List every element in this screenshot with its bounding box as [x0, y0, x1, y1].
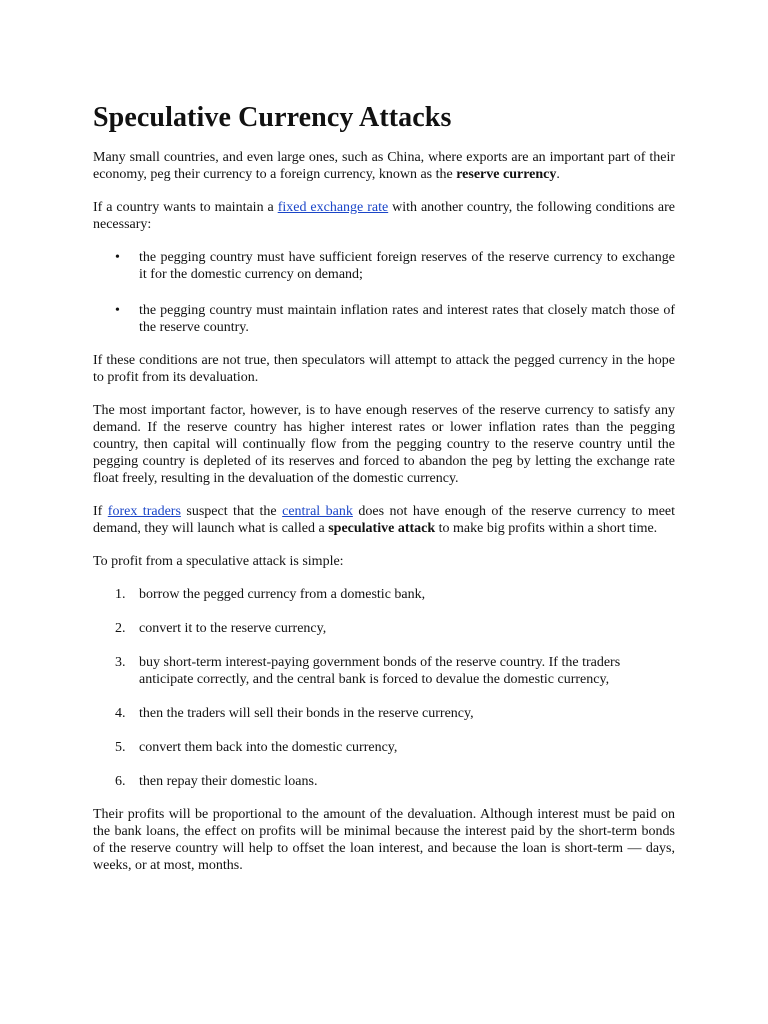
intro-text: Many small countries, and even large ones, such as China, where exports are an important part of their economy, peg their currency to a foreign currency, known as the: [93, 150, 675, 182]
step-text: buy short-term interest-paying government bonds of the reserve country. If the traders anticipate correctly, and the central bank is forced to devalue the domestic currency,: [139, 655, 621, 687]
step-number: 2.: [115, 621, 126, 636]
step-text: convert it to the reserve currency,: [139, 621, 327, 636]
step-text: then repay their domestic loans.: [139, 774, 318, 789]
profit-intro-paragraph: To profit from a speculative attack is simple:: [93, 554, 344, 569]
intro-text-end: .: [556, 167, 560, 182]
reserve-currency-term: reserve currency: [456, 167, 557, 182]
step-number: 6.: [115, 774, 126, 789]
forex-paragraph: [93, 503, 675, 537]
list-item: [93, 773, 675, 790]
speculative-attack-term: speculative attack: [328, 521, 436, 536]
forex-text: does not have enough of the reserve currency to meet demand, they will launch what is called a: [93, 504, 676, 536]
document-page: [93, 100, 675, 890]
bullet-icon: •: [115, 250, 120, 265]
fixed-exchange-rate-link[interactable]: fixed exchange rate: [277, 200, 389, 215]
step-number: 3.: [115, 655, 126, 670]
conditions-intro-text-end: with another country, the following conditions are necessary:: [93, 200, 675, 232]
central-bank-link[interactable]: central bank: [282, 504, 353, 519]
list-item: [93, 705, 675, 722]
list-item: [93, 739, 675, 756]
forex-text: to make big profits within a short time.: [435, 521, 658, 536]
steps-list: [93, 586, 675, 790]
profits-paragraph: Their profits will be proportional to the amount of the devaluation. Although interest must be paid on the bank loans, the effect on profits will be minimal because the interest paid by the short-term bonds of the reserve country will help to offset the loan interest, and because the loan is short-term — days, weeks, or at most, months.: [93, 807, 675, 873]
forex-text: If: [93, 504, 108, 519]
step-text: borrow the pegged currency from a domestic bank,: [139, 587, 426, 602]
step-number: 4.: [115, 706, 126, 721]
forex-traders-link[interactable]: forex traders: [107, 504, 181, 519]
step-text: convert them back into the domestic currency,: [139, 740, 398, 755]
conditions-list: [93, 249, 675, 336]
bullet-icon: •: [115, 303, 120, 318]
intro-paragraph: [93, 149, 675, 183]
list-item: [93, 654, 675, 688]
forex-text: suspect that the: [180, 504, 283, 519]
step-number: 5.: [115, 740, 126, 755]
list-item: [93, 302, 675, 336]
conditions-intro-text: If a country wants to maintain a: [93, 200, 278, 215]
list-item: [93, 620, 675, 637]
step-text: then the traders will sell their bonds in the reserve currency,: [139, 706, 474, 721]
conditions-false-paragraph: If these conditions are not true, then speculators will attempt to attack the pegged currency in the hope to profit from its devaluation.: [93, 353, 675, 385]
list-item: [93, 249, 675, 283]
list-item-text: the pegging country must have sufficient foreign reserves of the reserve currency to exchange it for the domestic currency on demand;: [139, 250, 675, 282]
important-factor-paragraph: The most important factor, however, is to have enough reserves of the reserve currency to satisfy any demand. If the reserve country has higher interest rates or lower inflation rates than the pegging country, then capital will continually flow from the pegging country to the reserve country until the pegging country is depleted of its reserves and forced to abandon the peg by letting the exchange rate float freely, resulting in the devaluation of the domestic currency.: [93, 403, 675, 486]
step-number: 1.: [115, 587, 126, 602]
list-item-text: the pegging country must maintain inflation rates and interest rates that closely match those of the reserve country.: [139, 303, 675, 335]
conditions-intro-paragraph: [93, 199, 675, 233]
list-item: [93, 586, 675, 603]
page-title: Speculative Currency Attacks: [93, 102, 452, 133]
